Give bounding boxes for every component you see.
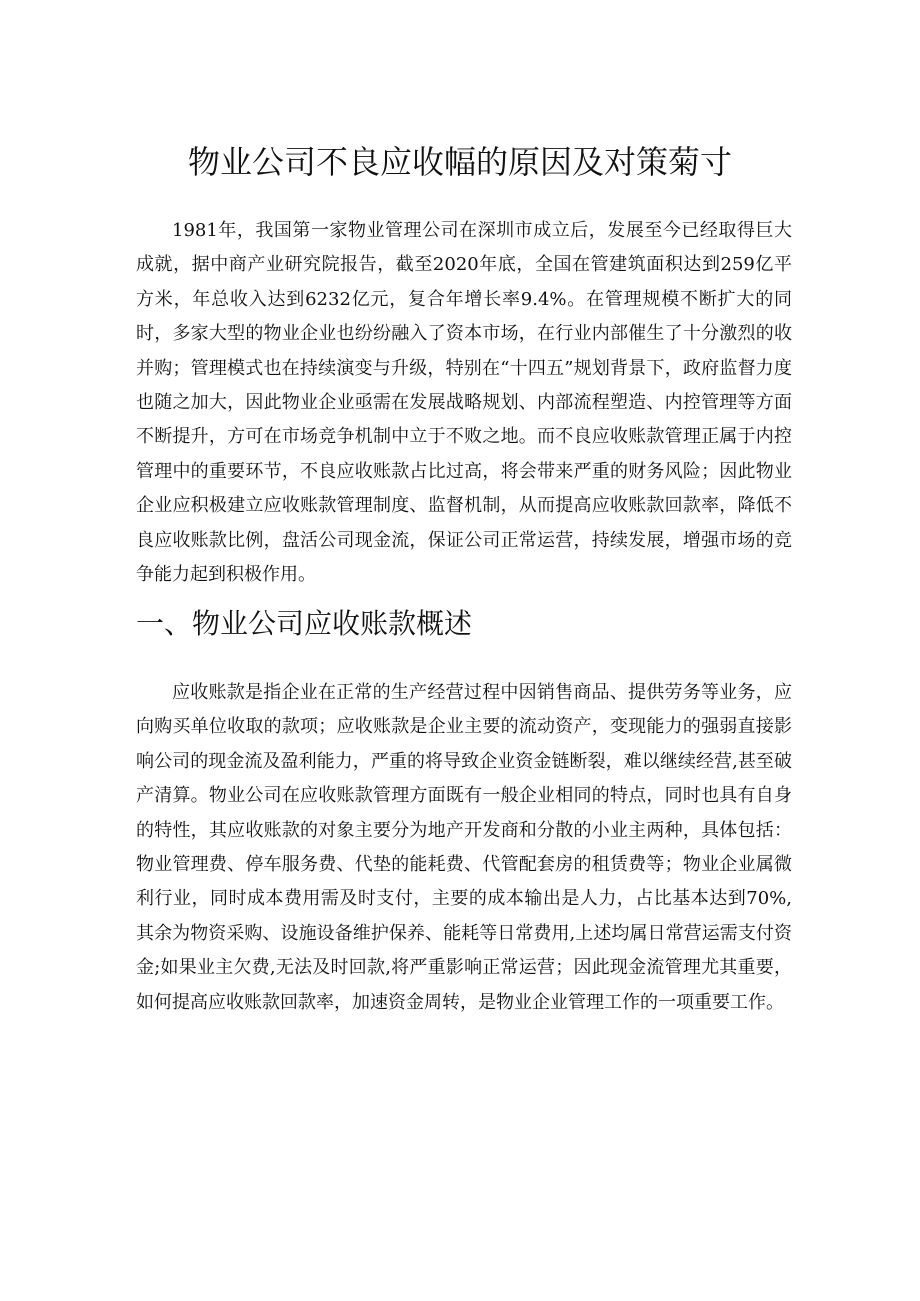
section-heading: 一、物业公司应收账款概述 xyxy=(136,607,473,640)
section-paragraph: 应收账款是指企业在正常的生产经营过程中因销售商品、提供劳务等业务，应向购买单位收取的款项；应收账款是企业主要的流动资产，变现能力的强弱直接影响公司的现金流及盈利能力，严重的将导致企业资金链断裂，难以继续经营,甚至破产清算。物业公司在应收账款管理方面既有一般企业相同的特点，同时也具有自身的特性，其应收账款的对象主要分为地产开发商和分散的小业主两种，具体包括：物业管理费、停车服务费、代垫的能耗费、代管配套房的租赁费等；物业企业属微利行业，同时成本费用需及时支付，主要的成本输出是人力，占比基本达到70%,其余为物资采购、设施设备维护保养、能耗等日常费用,上述均属日常营运需支付资金;如果业主欠费,无法及时回款,将严重影响正常运营；因此现金流管理尤其重要，如何提高应收账款回款率，加速资金周转，是物业企业管理工作的一项重要工作。 xyxy=(136,682,792,1013)
intro-paragraph: 1981年，我国第一家物业管理公司在深圳市成立后，发展至今已经取得巨大成就，据中商产业研究院报告，截至2020年底，全国在管建筑面积达到259亿平方米，年总收入达到6232亿元，复合年增长率9.4%。在管理规模不断扩大的同时，多家大型的物业企业也纷纷融入了资本市场，在行业内部催生了十分激烈的收并购；管理模式也在持续演变与升级，特别在“十四五”规划背景下，政府监督力度也随之加大，因此物业企业亟需在发展战略规划、内部流程塑造、内控管理等方面不断提升，方可在市场竞争机制中立于不败之地。而不良应收账款管理正属于内控管理中的重要环节，不良应收账款占比过高，将会带来严重的财务风险；因此物业企业应积极建立应收账款管理制度、监督机制，从而提高应收账款回款率，降低不良应收账款比例，盘活公司现金流，保证公司正常运营，持续发展，增强市场的竞争能力起到积极作用。 xyxy=(136,220,792,586)
document-title: 物业公司不良应收幅的原因及对策菊寸 xyxy=(187,143,732,181)
